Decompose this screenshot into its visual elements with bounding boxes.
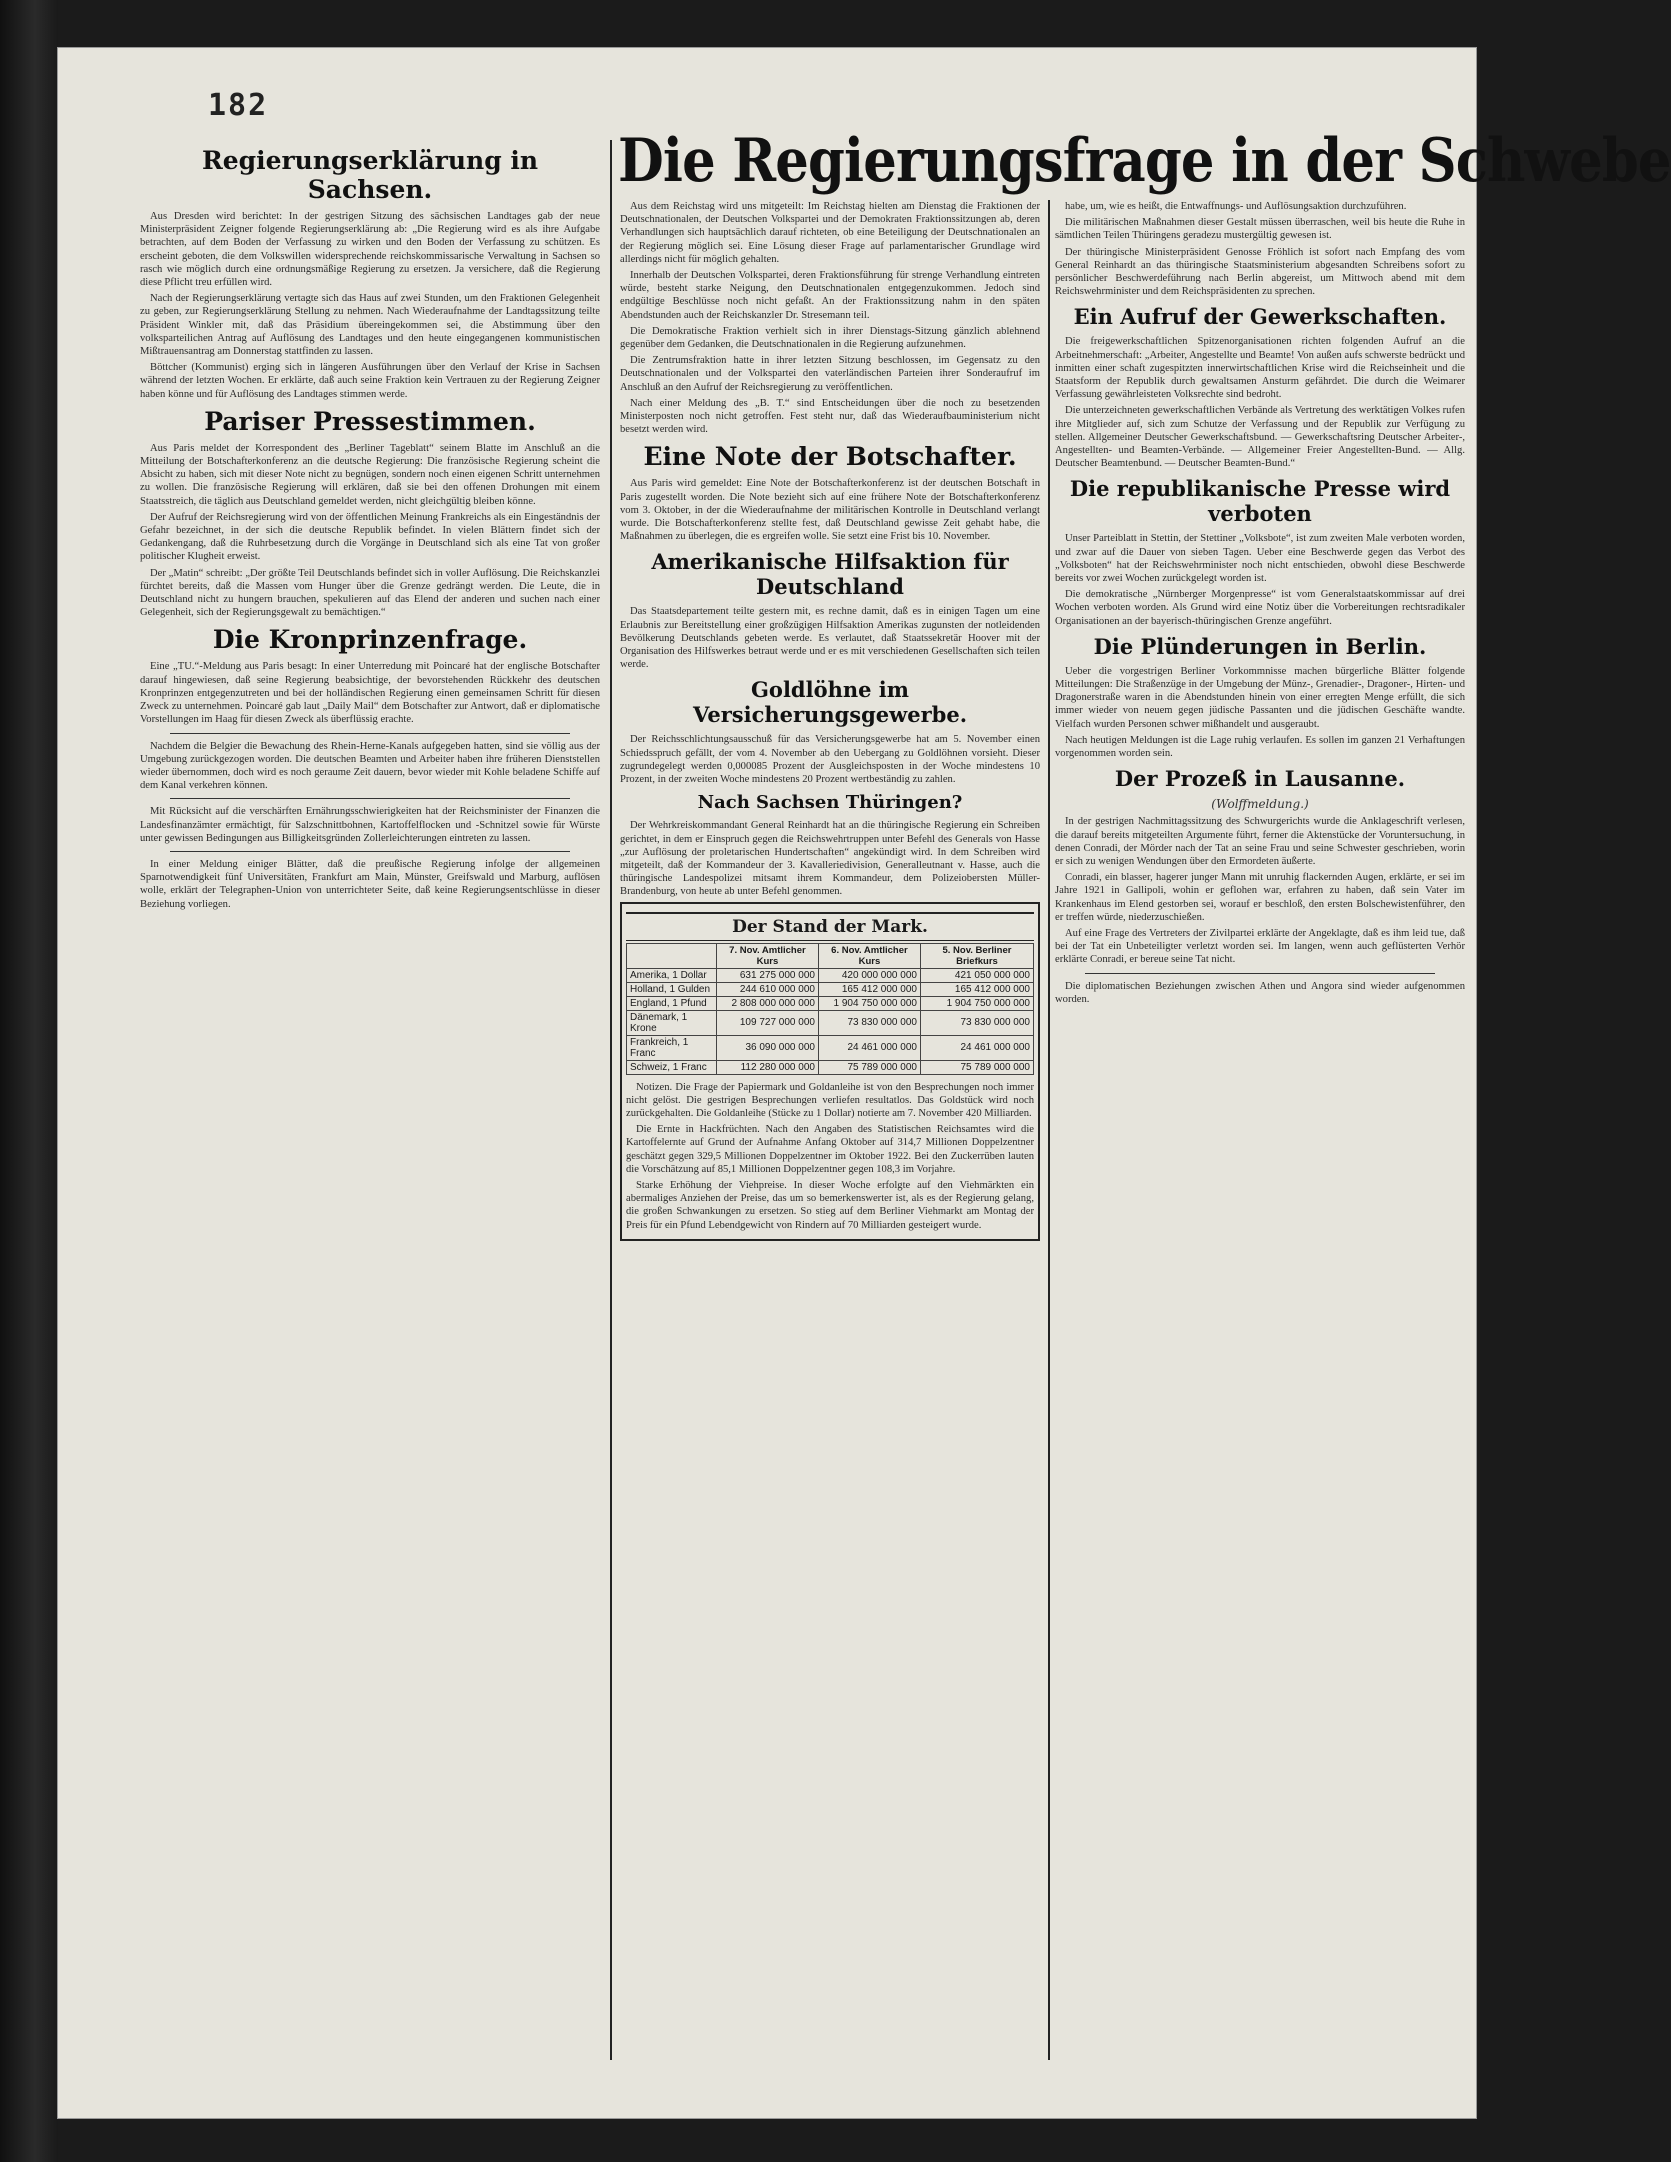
article-paragraph: Auf eine Frage des Vertreters der Zivilpartei erklärte der Angeklagte, daß es ihm leid tue, daß bei der Tat ein Unbeteiligter verletzt worden sei. Im langen, wenn auch geflüsterten Verhör erklärte Conradi, er bereue seine Tat nicht.	[1055, 927, 1465, 966]
table-row	[627, 996, 1034, 1010]
page-number: 182	[208, 88, 269, 123]
article-paragraph: Der Aufruf der Reichsregierung wird von der öffentlichen Meinung Frankreichs als ein Eingeständnis der Gefahr bezeichnet, in der sich die deutsche Republik befindet. In vielen Blättern findet sich der Gedankengang, daß die Ruhrbesetzung durch die Vorgänge in Deutschland sich als eine Tat von großer politischer Klugheit erweist.	[140, 511, 600, 563]
table-row	[627, 1035, 1034, 1060]
article-paragraph: Unser Parteiblatt in Stettin, der Stettiner „Volksbote“, ist zum zweiten Male verboten worden, und zwar auf die Dauer von sieben Tagen. Ueber eine Beschwerde gegen das Verbot des „Volksboten“ hat der Reichswehrminister noch nicht entschieden, obwohl diese Beschwerde bereits vor zwei Wochen zurückgelegt worden ist.	[1055, 533, 1465, 585]
exchange-rate-table	[626, 943, 1034, 1075]
article-paragraph: In einer Meldung einiger Blätter, daß die preußische Regierung infolge der allgemeinen Sparnotwendigkeit fünf Universitäten, Frankfurt am Main, Münster, Greifswald und Marburg, auflösen wolle, erklärt der Telegraphen-Union von unterrichteter Seite, daß keine Regierungsentschlüsse in dieser Beziehung vorliegen.	[140, 858, 600, 910]
article-paragraph: Eine „TU.“-Meldung aus Paris besagt: In einer Unterredung mit Poincaré hat der englische Botschafter darauf hingewiesen, daß seine Regierung beabsichtige, der bevorstehenden Rückkehr des deutschen Kronprinzen entgegenzutreten und bei der holländischen Regierung einen gemeinsamen Schritt für diesen Zweck zu unternehmen. Poincaré gab laut „Daily Mail“ dem Botschafter zur Antwort, daß er diplomatische Vorstellungen im Haag für diesen Zweck als überflüssig erachte.	[140, 661, 600, 726]
article-headline: Der Prozeß in Lausanne.	[1114, 766, 1406, 792]
table-cell: Schweiz, 1 Franc	[627, 1060, 717, 1074]
article-paragraph: Die diplomatischen Beziehungen zwischen Athen und Angora sind wieder aufgenommen worden.	[1055, 980, 1465, 1005]
article-paragraph: Die Zentrumsfraktion hatte in ihrer letzten Sitzung beschlossen, im Gegensatz zu den Deutschnationalen und der Volkspartei den vaterländischen Parteien ihrer Sonderaufruf im Anschluß an den Aufruf der Reichsregierung zu veröffentlichen.	[620, 355, 1040, 393]
market-title: Der Stand der Mark.	[626, 912, 1034, 941]
table-cell: Dänemark, 1 Krone	[627, 1010, 717, 1035]
table-cell: 109 727 000 000	[716, 1010, 818, 1035]
article-paragraph: Die demokratische „Nürnberger Morgenpresse“ ist vom Generalstaatskommissar auf drei Wochen verboten worden. Als Grund wird eine Notiz über die Vorbereitungen rechtsradikaler Organisationen an der bayerisch-thüringischen Grenze angeführt.	[1055, 589, 1465, 627]
article-paragraph: Die freigewerkschaftlichen Spitzenorganisationen richten folgenden Aufruf an die Arbeitnehmerschaft: „Arbeiter, Angestellte und Beamte! Von außen aufs schwerste bedrückt und inmitten einer schaft zugespitzten innerwirtschaftlichen Krise wird die Reichseinheit und die Staatsform der Republik durch gewaltsamen Ansturm gefährdet. Die durch die Weimarer Verfassung gewährleisteten Volksrechte sind bedroht.	[1055, 336, 1465, 401]
banner-headline: Die Regierungsfrage in der Schwebe	[618, 126, 1671, 196]
column-rule	[610, 140, 612, 2060]
article-paragraph: habe, um, wie es heißt, die Entwaffnungs- und Auflösungsaktion durchzuführen.	[1065, 201, 1407, 212]
table-row	[627, 968, 1034, 982]
table-header: 7. Nov. Amtlicher Kurs	[716, 943, 818, 968]
article-paragraph: Aus dem Reichstag wird uns mitgeteilt: Im Reichstag hielten am Dienstag die Fraktionen der Deutschnationalen, der Deutschen Volkspartei und der Demokraten Fraktionssitzungen ab, deren Verhandlungen sich hauptsächlich darauf richteten, ob eine Beteiligung der Deutschnationalen an der Regierung möglich sei. Eine Lösung dieser Frage auf parlamentarischer Grundlage wird allerdings nicht für möglich gehalten.	[620, 201, 1040, 265]
left-column	[140, 140, 600, 2080]
article-paragraph: Die militärischen Maßnahmen dieser Gestalt müssen überraschen, weil bis heute die Ruhe in sämtlichen Teilen Thüringens geradezu mustergültig gewesen ist.	[1055, 217, 1465, 242]
table-header-row	[627, 943, 1034, 968]
table-cell: 24 461 000 000	[818, 1035, 920, 1060]
column-rule	[1048, 200, 1050, 2060]
table-cell: 420 000 000 000	[818, 968, 920, 982]
divider	[170, 851, 570, 852]
article-paragraph: Nach einer Meldung des „B. T.“ sind Entscheidungen über die noch zu besetzenden Ministerposten noch nicht getroffen. Fest steht nur, daß das Wiederaufbauministerium nicht besetzt werden wird.	[620, 397, 1040, 436]
divider	[170, 798, 570, 799]
article-headline: Die Kronprinzenfrage.	[212, 625, 528, 655]
right-column	[1055, 200, 1465, 2080]
divider	[170, 733, 570, 734]
article-paragraph: In der gestrigen Nachmittagssitzung des Schwurgerichts wurde die Anklageschrift verlesen, die darauf bereits mitgeteilten Argumente führt, ferner die Aktenstücke der Voruntersuchung, in denen Conradi, der Mörder nach der Tat an seine Frau und seine Schwester geschrieben, worin er sich zu wenigen Wendungen über den Ermordeten äußerte.	[1055, 816, 1465, 867]
table-header	[627, 943, 717, 968]
article-paragraph: Böttcher (Kommunist) erging sich in längeren Ausführungen über den Verlauf der Krise in Sachsen während der letzten Wochen. Er erklärte, daß auch seine Fraktion kein Vertrauen zu der Regierung Zeigner haben könne und für Auflösung des Landtages stimmen werde.	[140, 362, 600, 400]
article-paragraph: Conradi, ein blasser, hagerer junger Mann mit unruhig flackernden Augen, erklärte, er sei im Jahre 1921 in Gallipoli, wohin er geflohen war, erfahren zu haben, daß sein Vater im Krankenhaus im Elend gestorben sei, worauf er beschloß, den ersten Bolschewistenführer, den er treffen würde, niederzuschießen.	[1055, 872, 1465, 923]
article-paragraph: Das Staatsdepartement teilte gestern mit, es rechne damit, daß es in einigen Tagen um eine Erlaubnis zur Bereitstellung einer großzügigen Hilfsaktion Amerikas zugunsten der notleidenden Bevölkerung Deutschlands gebeten werde. Es verlautet, daß Staatssekretär Hoover mit der Organisation des Hilfswerkes betraut werde und er es mit verschiedenen Gesellschaften sich teilen werde.	[620, 606, 1040, 671]
article-paragraph: Aus Dresden wird berichtet: In der gestrigen Sitzung des sächsischen Landtages gab der neue Ministerpräsident Zeigner folgende Regierungserklärung ab: „Die Regierung wird es als ihre Aufgabe betrachten, auf dem Boden der Verfassung zu wirken und den Boden der Verfassung zu schützen. Es erscheint geboten, die dem Volkswillen widersprechende reichskommissarische Verwaltung in Sachsen so rasch wie möglich durch eine ordnungsmäßige Regierung zu ersetzen. Ja versichere, daß die Regierung diese Pflicht treu erfüllen wird.	[140, 211, 600, 289]
article-paragraph: Der thüringische Ministerpräsident Genosse Fröhlich ist sofort nach Empfang des vom General Reinhardt an das thüringische Staatsministerium abgesandten Schreibens sofort zu persönlicher Beschwerdeführung nach Berlin abgereist, um Mittwoch abend mit dem Reichswehrminister und dem Reichspräsidenten zu sprechen.	[1055, 246, 1465, 298]
article-headline: Regierungserklärung in Sachsen.	[201, 146, 539, 204]
article-headline: Pariser Pressestimmen.	[204, 406, 536, 436]
article-headline: Ein Aufruf der Gewerkschaften.	[1073, 304, 1447, 330]
table-row	[627, 982, 1034, 996]
table-cell: 2 808 000 000 000	[716, 996, 818, 1010]
middle-column	[620, 200, 1040, 2080]
article-headline: Goldlöhne im Versicherungsgewerbe.	[692, 677, 967, 728]
article-paragraph: Innerhalb der Deutschen Volkspartei, deren Fraktionsführung für strenge Verhandlung eintreten würde, besteht starke Neigung, den Deutschnationalen entgegenzukommen. Jedoch sind endgültige Beschlüsse noch nicht gefaßt. An der Fraktionssitzung nahm in den späten Abendstunden auch der Reichskanzler Dr. Stresemann teil.	[620, 270, 1040, 321]
table-cell: Holland, 1 Gulden	[627, 982, 717, 996]
article-paragraph: Starke Erhöhung der Viehpreise. In dieser Woche erfolgte auf den Viehmärkten ein abermaliges Anziehen der Preise, das um so bemerkenswerter ist, als es der Regierung gelang, die großen Schwankungen zu ersetzen. So stieg auf dem Berliner Viehmarkt am Montag der Preis für ein Pfund Lebendgewicht von Rindern auf 70 Milliarden gesteigert wurde.	[626, 1179, 1034, 1231]
table-row	[627, 1060, 1034, 1074]
article-paragraph: Die Demokratische Fraktion verhielt sich in ihrer Dienstags-Sitzung gänzlich ablehnend gegenüber dem Gedanken, die Deutschnationalen in die Regierung aufzunehmen.	[620, 325, 1040, 351]
table-cell: Frankreich, 1 Franc	[627, 1035, 717, 1060]
table-cell: 24 461 000 000	[920, 1035, 1033, 1060]
table-header: 6. Nov. Amtlicher Kurs	[818, 943, 920, 968]
article-headline: Nach Sachsen Thüringen?	[697, 792, 963, 814]
table-cell: 421 050 000 000	[920, 968, 1033, 982]
table-cell: 112 280 000 000	[716, 1060, 818, 1074]
article-paragraph: Der Wehrkreiskommandant General Reinhardt hat an die thüringische Regierung ein Schreiben gerichtet, in dem er Einspruch gegen die Reichswehrtruppen unter Befehl des Generals von Hasse „zur Auflösung der proletarischen Hundertschaften“ angekündigt wird. In dem Schreiben wird mitgeteilt, daß der Kommandeur der 3. Kavalleriedivision, Generalleutnant v. Hasse, auch die thüringische Landespolizei mitsamt ihrem Kommandeur, dem Polizeiobersten Müller-Brandenburg, von heute ab unter Befehl genommen.	[620, 820, 1040, 898]
article-paragraph: Der Reichsschlichtungsausschuß für das Versicherungsgewerbe hat am 5. November einen Schiedsspruch gefällt, der vom 4. November ab den Uebergang zu Goldlöhnen vorsieht. Dieser zugrundegelegt werden 0,000085 Prozent der Ausgleichsposten in der Woche mindestens 10 Prozent, in der zweiten Woche mindestens 20 Prozent wertbeständig zu zahlen.	[620, 734, 1040, 786]
table-cell: 1 904 750 000 000	[818, 996, 920, 1010]
divider	[1085, 973, 1435, 974]
article-paragraph: Ueber die vorgestrigen Berliner Vorkommnisse machen bürgerliche Blätter folgende Mitteilungen: Die Straßenzüge in der Umgebung der Münz-, Grenadier-, Dragoner-, Hirten- und Dragonerstraße waren in die Abendstunden hinein von einer erregten Menge erfüllt, die sich immer wieder von neuem gegen jüdische Passanten und die jüdischen Geschäfte wandte. Vielfach wurden Personen schwer mißhandelt und ausgeraubt.	[1055, 665, 1465, 730]
table-cell: 75 789 000 000	[818, 1060, 920, 1074]
table-cell: 631 275 000 000	[716, 968, 818, 982]
table-cell: 244 610 000 000	[716, 982, 818, 996]
article-paragraph: Notizen. Die Frage der Papiermark und Goldanleihe ist von den Besprechungen noch immer nicht gelöst. Die gestrigen Besprechungen verliefen resultatlos. Das Goldstück wird noch zurückgehalten. Die Goldanleihe (Stücke zu 1 Dollar) notierte am 7. November 420 Milliarden.	[626, 1081, 1034, 1119]
article-paragraph: Die unterzeichneten gewerkschaftlichen Verbände als Vertretung des werktätigen Volkes rufen ihre Mitglieder auf, sich zum Schutze der Verfassung und der Republik zur Verfügung zu stellen. Allgemeiner Deutscher Gewerkschaftsbund. — Gewerkschaftsring Deutscher Arbeiter-, Angestellten- und Beamten-Verbände. — Allgemeiner Freier Angestellten-Bund. — Allg. Deutscher Beamtenbund. — Deutscher Beamten-Bund.“	[1055, 405, 1465, 470]
table-cell: 1 904 750 000 000	[920, 996, 1033, 1010]
table-cell: 165 412 000 000	[920, 982, 1033, 996]
table-row	[627, 1010, 1034, 1035]
article-paragraph: Der „Matin“ schreibt: „Der größte Teil Deutschlands befindet sich in voller Auflösung. Die Reichskanzlei fürchtet bereits, daß die Massen vom Hunger über die Grenze gedrängt werden. Die Leute, die in Deutschland nicht zu hungern brauchen, spekulieren auf das Elend der anderen und suchen nach einer Gelegenheit, sich der Regierungsgewalt zu bemächtigen.“	[140, 567, 600, 619]
book-binding	[0, 0, 58, 2162]
table-cell: 36 090 000 000	[716, 1035, 818, 1060]
article-paragraph: Nach heutigen Meldungen ist die Lage ruhig verlaufen. Es sollen im ganzen 21 Verhaftungen vorgenommen worden sein.	[1055, 734, 1465, 760]
article-headline: Die republikanische Presse wird verboten	[1069, 476, 1451, 527]
table-cell: 73 830 000 000	[818, 1010, 920, 1035]
article-paragraph: Aus Paris meldet der Korrespondent des „Berliner Tageblatt“ seinem Blatte im Anschluß an die Mitteilung der Botschafterkonferenz an die deutsche Regierung: Die französische Regierung scheint die Absicht zu haben, sich mit dieser Note nicht zu begnügen, sondern noch einen eigenen Schritt unternehmen zu wollen. Die französische Regierung will erklären, daß sie bei den offenen Drohungen mit einem Staatsstreich, die täglich aus Deutschland gemeldet werden, nicht gleichgültig bleiben könne.	[140, 442, 600, 507]
table-cell: England, 1 Pfund	[627, 996, 717, 1010]
table-cell: 165 412 000 000	[818, 982, 920, 996]
article-headline: Eine Note der Botschafter.	[643, 442, 1017, 472]
table-cell: 73 830 000 000	[920, 1010, 1033, 1035]
table-cell: 75 789 000 000	[920, 1060, 1033, 1074]
article-paragraph: Mit Rücksicht auf die verschärften Ernährungsschwierigkeiten hat der Reichsminister der Finanzen die Landesfinanzämter ermächtigt, für Salzschnittbohnen, Kartoffelflocken und -Schnitzel sowie für Würste unter gewissen Bedingungen aus Billigkeitsgründen Zollerleichterungen eintreten zu lassen.	[140, 806, 600, 844]
market-box	[620, 902, 1040, 1241]
article-headline: Amerikanische Hilfsaktion für Deutschland	[651, 549, 1009, 600]
table-header: 5. Nov. Berliner Briefkurs	[920, 943, 1033, 968]
article-paragraph: Nach der Regierungserklärung vertagte sich das Haus auf zwei Stunden, um den Fraktionen Gelegenheit zu geben, zur Regierungserklärung Stellung zu nehmen. Nach Wiederaufnahme der Landtagssitzung teilte Präsident Winkler mit, daß das Präsidium übereingekommen sei, die Abstimmung über den volksparteilichen Antrag auf Auflösung des Landtages und den heute eingegangenen kommunistischen Mißtrauensantrag am Donnerstag stattfinden zu lassen.	[140, 293, 600, 358]
article-paragraph: Die Ernte in Hackfrüchten. Nach den Angaben des Statistischen Reichsamtes wird die Kartoffelernte auf Grund der Aufnahme Anfang Oktober auf 314,7 Millionen Doppelzentner geschätzt gegen 329,5 Millionen Doppelzentner im Oktober 1922. Bei den Zuckerrüben lauten die Vorschätzung auf 85,1 Millionen Doppelzentner gegen 108,3 im Vorjahre.	[626, 1124, 1034, 1175]
article-subline: (Wolffmeldung.)	[1211, 797, 1309, 812]
article-paragraph: Aus Paris wird gemeldet: Eine Note der Botschafterkonferenz ist der deutschen Botschaft in Paris zugestellt worden. Die Note bezieht sich auf eine frühere Note der Botschafterkonferenz vom 3. Oktober, in der die Wiederaufnahme der militärischen Kontrolle in Deutschland verlangt wurde. Die Botschafterkonferenz stellte fest, daß Deutschland gewisse Zeit gehabt habe, die Maßnahmen zu überlegen, die es ergreifen wolle. Sie setzt eine Frist bis 10. November.	[620, 478, 1040, 543]
article-headline: Die Plünderungen in Berlin.	[1093, 633, 1427, 659]
table-cell: Amerika, 1 Dollar	[627, 968, 717, 982]
article-paragraph: Nachdem die Belgier die Bewachung des Rhein-Herne-Kanals aufgegeben hatten, sind sie völlig aus der Umgebung zurückgezogen worden. Die deutschen Beamten und Arbeiter haben ihre früheren Dienststellen wieder übernommen, doch wird es noch geraume Zeit dauern, bevor wieder mit Kohle beladene Schiffe auf dem Kanal verkehren können.	[140, 740, 600, 792]
